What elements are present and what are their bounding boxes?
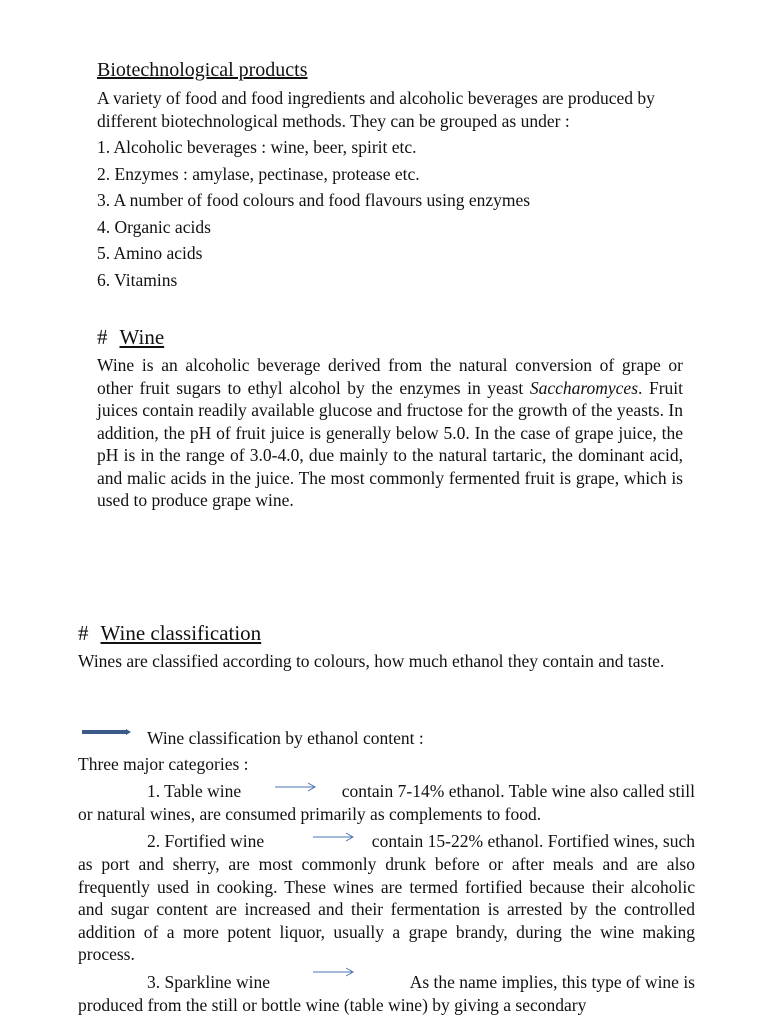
item-table-wine-first-line: contain 7-14% ethanol. Table wine also called still	[341, 781, 695, 801]
wine-classification-heading-text: Wine classification	[100, 621, 262, 645]
wine-para-part1: Wine is an alcoholic beverage derived from the natural conversion of grape or other fruit sugars to ethyl alcohol by the enzymes in yeast	[97, 355, 683, 398]
arrow-right-icon	[313, 831, 355, 841]
section-title-biotech-products	[97, 58, 308, 82]
wine-heading-text: Wine	[119, 325, 165, 349]
hash-marker: #	[97, 325, 108, 349]
wine-para-italic: Saccharomyces	[529, 377, 639, 398]
item-sparkline-wine-rest: produced from the still or bottle wine (table wine) by giving a secondary	[78, 995, 587, 1015]
arrow-right-icon	[313, 966, 355, 976]
biotech-list	[97, 136, 530, 295]
classification-intro: Wines are classified according to colours, how much ethanol they contain and taste.	[78, 651, 665, 671]
wine-para-part2: . Fruit juices contain readily available glucose and fructose for the growth of the yeasts. In addition, the pH of fruit juice is generally below 5.0. In the case of grape juice, the pH is in the range of 3.0-4.0, due mainly to the natural tartaric, the dominant acid, and malic acids in the juice. The most commonly fermented fruit is grape, which is used to produce grape wine.	[97, 377, 683, 510]
section-heading-wine	[97, 324, 164, 350]
wine-paragraph	[97, 354, 683, 512]
section-heading-wine-classification	[78, 620, 261, 646]
categories-label: Three major categories :	[78, 754, 249, 774]
item-fortified-wine-name: 2. Fortified wine	[147, 831, 265, 851]
subheading-ethanol-content: Wine classification by ethanol content :	[147, 728, 424, 748]
biotech-intro: A variety of food and food ingredients and alcoholic beverages are produced by different biotechnological methods. They can be grouped as under :	[97, 88, 655, 131]
hash-marker: #	[78, 621, 89, 645]
list-item: 3. A number of food colours and food flavours using enzymes	[97, 190, 531, 210]
item-fortified-wine-first-line: contain 15-22% ethanol. Fortified wines, such	[371, 831, 695, 851]
item-fortified-wine-rest: as port and sherry, are most commonly drunk before or after meals and are also frequently used in cooking. These wines are termed fortified because their alcoholic and sugar content are increased and their fermentation is arrested by the controlled addition of a more potent liquor, usually a grape brandy, during the wine making process.	[78, 854, 695, 964]
list-item: 6. Vitamins	[97, 269, 178, 290]
item-table-wine-name: 1. Table wine	[147, 781, 242, 801]
item-table-wine-rest: or natural wines, are consumed primarily as complements to food.	[78, 804, 542, 824]
list-item: 5. Amino acids	[97, 243, 203, 263]
list-item: 2. Enzymes : amylase, pectinase, protease etc.	[97, 163, 420, 184]
item-sparkline-wine-first-line: As the name implies, this type of wine is	[409, 972, 695, 992]
list-item: 4. Organic acids	[97, 216, 211, 237]
item-sparkline-wine-name: 3. Sparkline wine	[147, 972, 270, 992]
bar-arrow-icon	[82, 728, 132, 736]
arrow-right-icon	[275, 781, 317, 791]
list-item: 1. Alcoholic beverages : wine, beer, spirit etc.	[97, 137, 417, 157]
biotech-title-text: Biotechnological products	[97, 59, 308, 81]
